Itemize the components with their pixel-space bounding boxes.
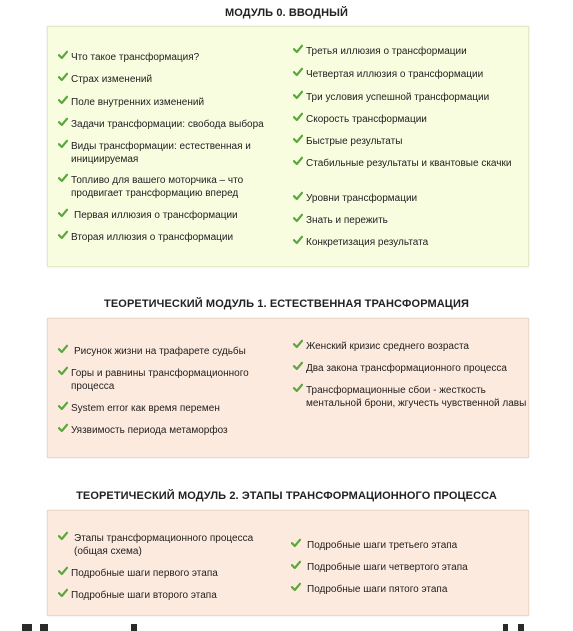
- check-icon: [293, 339, 303, 349]
- check-icon: [58, 208, 68, 218]
- list-item: [293, 362, 531, 375]
- check-icon: [293, 90, 303, 100]
- check-icon: [291, 560, 301, 570]
- list-item-label: Конкретизация результата: [306, 237, 429, 248]
- list-item: [291, 539, 532, 552]
- list-item-label: Поле внутренних изменений: [71, 97, 205, 108]
- module-1-panel: [47, 318, 529, 458]
- module-1-title: ТЕОРЕТИЧЕСКИЙ МОДУЛЬ 1. ЕСТЕСТВЕННАЯ ТРАНСФОРМАЦИЯ: [104, 298, 469, 310]
- list-item: [58, 209, 294, 222]
- module-0-panel: [47, 26, 529, 267]
- check-icon: [293, 44, 303, 54]
- check-icon: [293, 383, 303, 393]
- list-item-label: Подробные шаги второго этапа: [71, 590, 217, 601]
- cropped-content-strip: [0, 622, 573, 631]
- list-item-label: Подробные шаги первого этапа: [71, 568, 218, 579]
- list-item: [58, 424, 291, 437]
- list-item-label: Стабильные результаты и квантовые скачки: [306, 158, 512, 169]
- list-item: [58, 532, 289, 558]
- list-item-label: Топливо для вашего моторчика – что продвигает трансформацию вперед: [71, 175, 244, 199]
- module-2-title: ТЕОРЕТИЧЕСКИЙ МОДУЛЬ 2. ЭТАПЫ ТРАНСФОРМАЦИОННОГО ПРОЦЕССА: [76, 490, 497, 502]
- check-icon: [58, 173, 68, 183]
- check-icon: [58, 50, 68, 60]
- list-item-label: Вторая иллюзия о трансформации: [71, 232, 234, 243]
- list-item: [58, 231, 291, 244]
- list-item: [58, 174, 279, 200]
- check-icon: [58, 531, 68, 541]
- list-item-label: Что такое трансформация?: [71, 52, 200, 63]
- list-item-label: Скорость трансформации: [306, 114, 427, 125]
- check-icon: [291, 582, 301, 592]
- list-item-label: Страх изменений: [71, 74, 153, 85]
- list-item-label: Женский кризис среднего возраста: [306, 341, 469, 352]
- check-icon: [293, 67, 303, 77]
- check-icon: [58, 95, 68, 105]
- list-item: [293, 135, 531, 148]
- list-item-label: Подробные шаги четвертого этапа: [307, 562, 468, 573]
- list-item: [58, 51, 291, 64]
- list-item: [58, 118, 291, 131]
- list-item: [58, 140, 279, 166]
- check-icon: [58, 401, 68, 411]
- check-icon: [293, 191, 303, 201]
- list-item-label: Трансформационные сбои - жесткость ментальной брони, жгучесть чувственной лавы: [306, 385, 527, 409]
- check-icon: [58, 423, 68, 433]
- check-icon: [58, 139, 68, 149]
- list-item: [58, 367, 281, 393]
- list-item: [293, 113, 531, 126]
- list-item-label: Задачи трансформации: свобода выбора: [71, 119, 264, 130]
- list-item-label: Рисунок жизни на трафарете судьбы: [74, 346, 246, 357]
- list-item-label: Этапы трансформационного процесса (общая схема): [74, 533, 254, 557]
- list-item: [293, 236, 531, 249]
- check-icon: [58, 366, 68, 376]
- list-item: [293, 214, 531, 227]
- list-item: [293, 45, 531, 58]
- list-item: [293, 192, 531, 205]
- check-icon: [293, 235, 303, 245]
- list-item-label: Виды трансформации: естественная и инициируемая: [71, 141, 251, 165]
- module-2-panel: [47, 510, 529, 616]
- check-icon: [293, 112, 303, 122]
- list-item-label: Четвертая иллюзия о трансформации: [306, 69, 484, 80]
- list-item: [58, 345, 294, 358]
- list-item: [293, 384, 531, 410]
- list-item: [293, 340, 531, 353]
- list-item: [291, 561, 532, 574]
- check-icon: [58, 566, 68, 576]
- list-item-label: Третья иллюзия о трансформации: [306, 46, 467, 57]
- check-icon: [58, 344, 68, 354]
- list-item: [58, 402, 291, 415]
- list-item: [293, 91, 531, 104]
- list-item-label: Подробные шаги пятого этапа: [307, 584, 448, 595]
- list-item-label: Два закона трансформационного процесса: [306, 363, 507, 374]
- check-icon: [58, 72, 68, 82]
- list-item-label: Подробные шаги третьего этапа: [307, 540, 458, 551]
- check-icon: [58, 117, 68, 127]
- list-item: [58, 96, 291, 109]
- list-item-label: Знать и пережить: [306, 215, 388, 226]
- check-icon: [293, 361, 303, 371]
- check-icon: [293, 156, 303, 166]
- list-item: [293, 157, 518, 170]
- list-item: [58, 589, 291, 602]
- list-item-label: Первая иллюзия о трансформации: [74, 210, 238, 221]
- check-icon: [293, 134, 303, 144]
- list-item: [291, 583, 532, 596]
- list-item: [58, 567, 291, 580]
- list-item: [293, 68, 531, 81]
- check-icon: [293, 213, 303, 223]
- list-item-label: Горы и равнины трансформационного процесса: [71, 368, 249, 392]
- list-item-label: Быстрые результаты: [306, 136, 403, 147]
- check-icon: [58, 230, 68, 240]
- module-0-title: МОДУЛЬ 0. ВВОДНЫЙ: [224, 7, 349, 19]
- check-icon: [58, 588, 68, 598]
- list-item-label: Уровни трансформации: [306, 193, 418, 204]
- check-icon: [291, 538, 301, 548]
- list-item-label: Три условия успешной трансформации: [306, 92, 490, 103]
- list-item-label: System error как время перемен: [71, 403, 220, 414]
- list-item: [58, 73, 291, 86]
- list-item-label: Уязвимость периода метаморфоз: [71, 425, 228, 436]
